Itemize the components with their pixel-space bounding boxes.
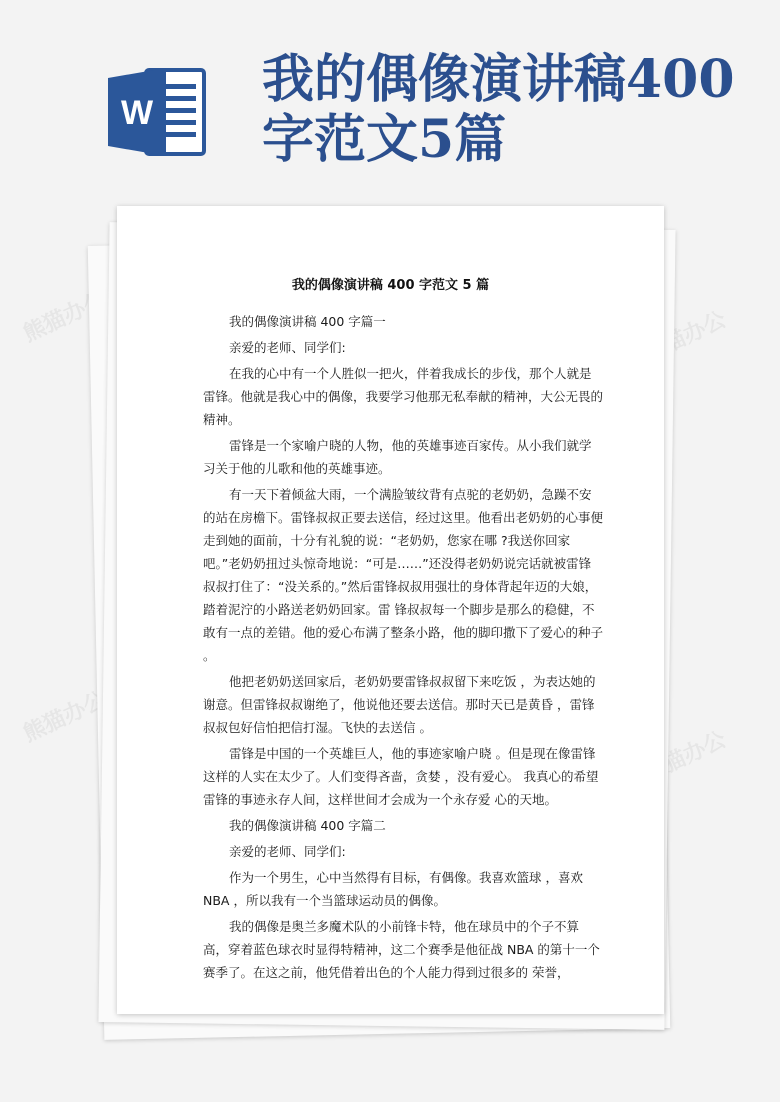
watermark: 熊猫办公 xyxy=(639,727,731,788)
paragraph: 他把老奶奶送回家后，老奶奶要雷锋叔叔留下来吃饭 ，为表达她的谢意。但雷锋叔叔谢绝了，他说他还要去送信。那时天已是黄昏 ，雷锋叔叔包好信怕把信打湿。飞快的去送信 。 xyxy=(203,674,596,735)
paragraph: 雷锋是中国的一个英雄巨人，他的事迹家喻户晓 。但是现在像雷锋这样的人实在太少了。人们变得吝啬，贪婪 ，没有爱心。 我真心的希望雷锋的事迹永存人间，这样世间才会成为一个永存爱 心的天地。 xyxy=(203,746,599,807)
paragraph: 雷锋是一个家喻户晓的人物，他的英雄事迹百家传。从小我们就学习关于他的儿歌和他的英雄事迹。 xyxy=(203,438,592,476)
page-title: 我的偶像演讲稿400字范文5篇 xyxy=(262,49,735,170)
paragraph: 作为一个男生，心中当然得有目标，有偶像。我喜欢篮球 ，喜欢 NBA ，所以我有一个当篮球运动员的偶像。 xyxy=(203,870,583,908)
salutation: 亲爱的老师、同学们: xyxy=(229,340,346,355)
paragraph: 在我的心中有一个人胜似一把火，伴着我成长的步伐，那个人就是雷锋。他就是我心中的偶像，我要学习他那无私奉献的精神，大公无畏的精神。 xyxy=(203,366,604,427)
section-heading: 我的偶像演讲稿 400 字篇一 xyxy=(229,314,386,329)
section-heading: 我的偶像演讲稿 400 字篇二 xyxy=(229,818,386,833)
document-body xyxy=(203,310,603,987)
paragraph: 有一天下着倾盆大雨，一个满脸皱纹背有点驼的老奶奶，急躁不安的站在房檐下。雷锋叔叔正要去送信，经过这里。他看出老奶奶的心事便走到她的面前，十分有礼貌的说：“老奶奶，您家在哪 ?我送你回家吧。”老奶奶扭过头惊奇地说：“可是……”还没得老奶奶说完话就被雷锋叔叔打住了：“没关系的。”然后雷锋叔叔用强壮的身体背起年迈的大娘，踏着泥泞的小路送老奶奶回家。雷 锋叔叔每一个脚步是那么的稳健，不敢有一点的差错。他的爱心布满了整条小路，他的脚印撒下了爱心的种子 。 xyxy=(203,487,604,663)
salutation: 亲爱的老师、同学们: xyxy=(229,844,346,859)
watermark: 熊猫办公 xyxy=(19,687,111,748)
word-icon xyxy=(108,64,208,160)
paragraph: 我的偶像是奥兰多魔术队的小前锋卡特，他在球员中的个子不算高，穿着蓝色球衣时显得特精神，这二个赛季是他征战 NBA 的第十一个赛季了。在这之前，他凭借着出色的个人能力得到过很多的 荣誉， xyxy=(203,919,600,980)
document-page xyxy=(117,206,664,1014)
document-title: 我的偶像演讲稿 400 字范文 5 篇 xyxy=(291,278,490,293)
watermark: 熊猫办公 xyxy=(19,287,111,348)
svg-text:W: W xyxy=(120,94,154,132)
watermark: 熊猫办公 xyxy=(639,307,731,368)
